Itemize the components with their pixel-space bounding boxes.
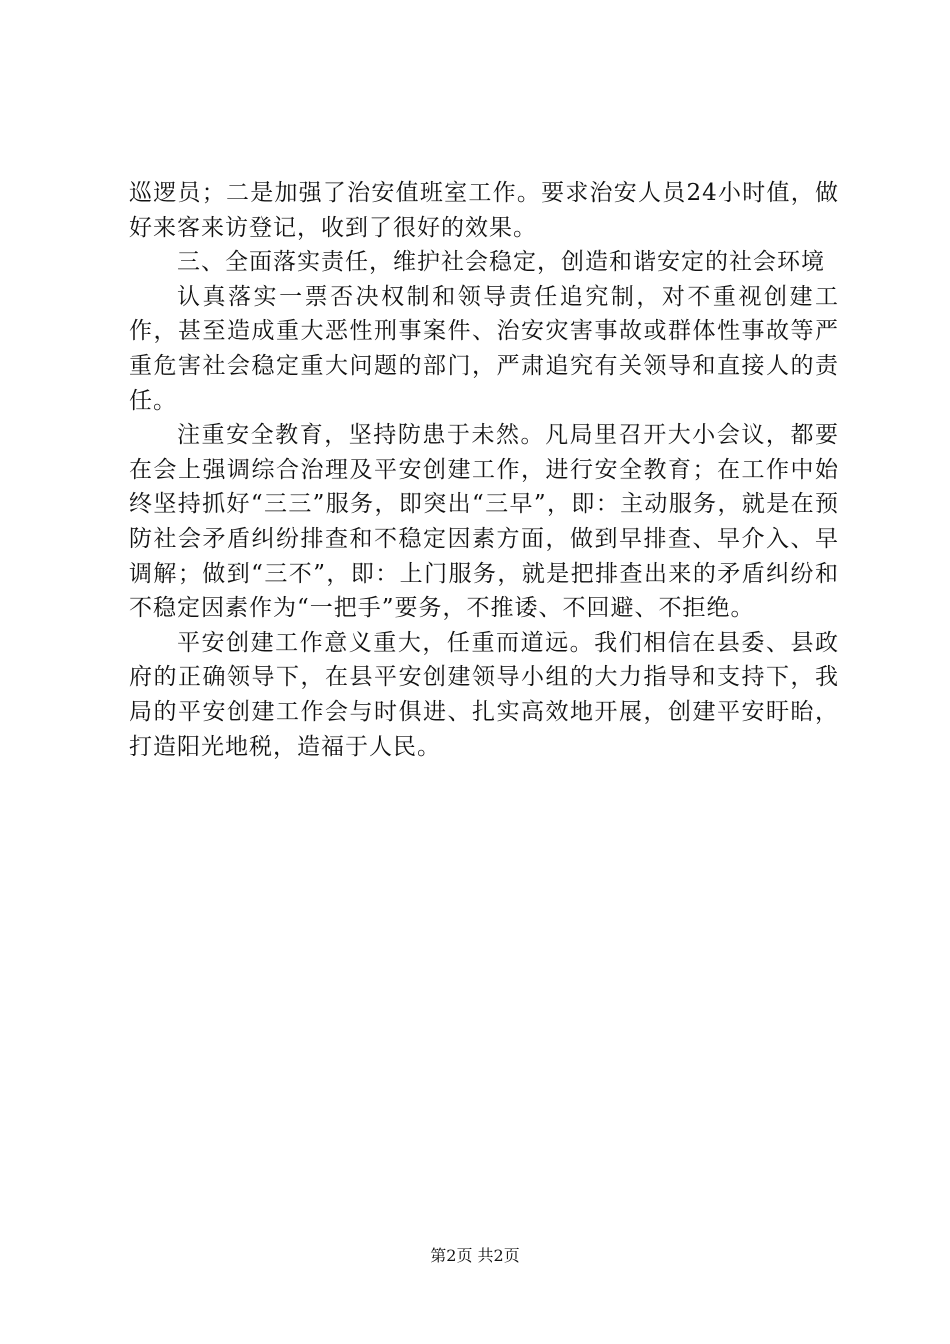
paragraph: 注重安全教育，坚持防患于未然。凡局里召开大小会议，都要在会上强调综合治理及平安创建工作，进行安全教育；在工作中始终坚持抓好“三三”服务，即突出“三早”，即：主动服务，就是在预防社会矛盾纠纷排查和不稳定因素方面，做到早排查、早介入、早调解；做到“三不”，即：上门服务，就是把排查出来的矛盾纠纷和不稳定因素作为“一把手”要务，不推诿、不回避、不拒绝。 [129, 422, 839, 622]
paragraph: 平安创建工作意义重大，任重而道远。我们相信在县委、县政府的正确领导下，在县平安创建领导小组的大力指导和支持下，我局的平安创建工作会与时俱进、扎实高效地开展，创建平安盱眙，打造阳光地税，造福于人民。 [129, 629, 839, 760]
document-body [129, 176, 839, 764]
paragraph-continuation: 巡逻员；二是加强了治安值班室工作。要求治安人员24小时值，做好来客来访登记，收到了很好的效果。 [129, 180, 839, 241]
paragraph: 认真落实一票否决权制和领导责任追究制，对不重视创建工作，甚至造成重大恶性刑事案件、治安灾害事故或群体性事故等严重危害社会稳定重大问题的部门，严肃追究有关领导和直接人的责任。 [129, 283, 839, 414]
page-footer: 第2页 共2页 [430, 1246, 520, 1265]
section-heading: 三、全面落实责任，维护社会稳定，创造和谐安定的社会环境 [177, 249, 825, 276]
